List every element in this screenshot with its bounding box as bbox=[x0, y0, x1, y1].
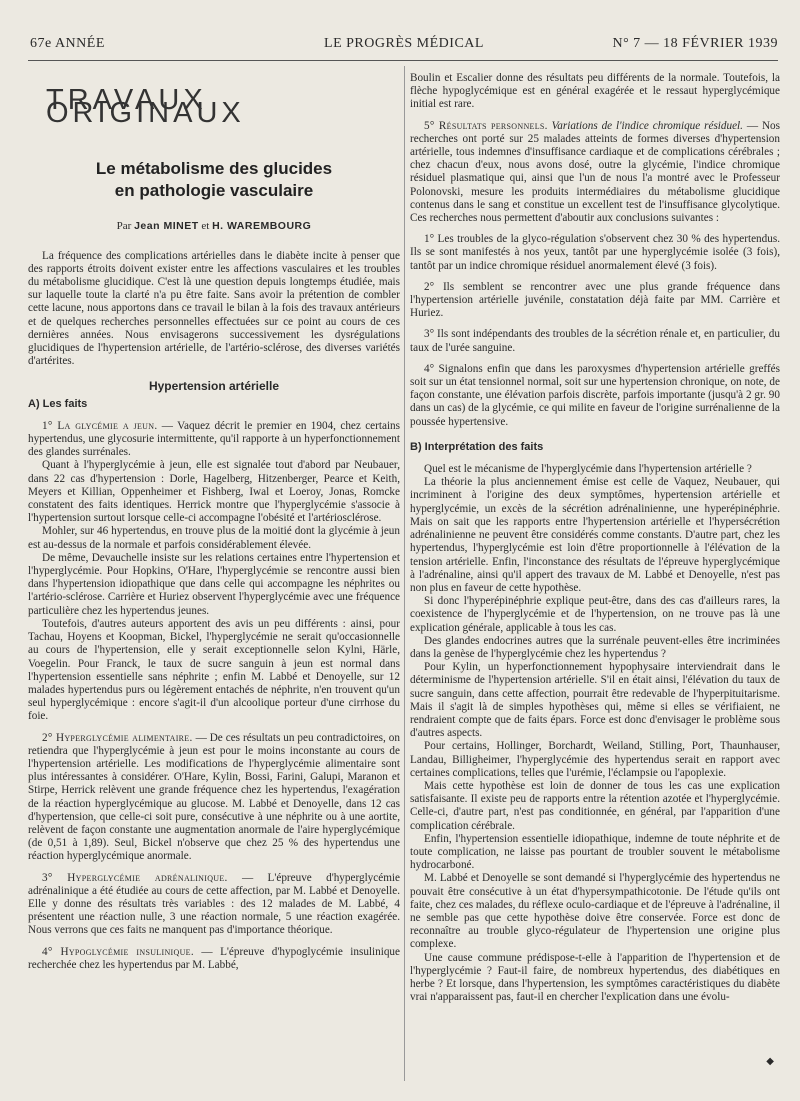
paragraph: Quant à l'hyperglycémie à jeun, elle est signalée tout d'abord par Neubauer, dans 22 cas d'hypertension : Dorle, Hagelberg, Hitzenberger, Pearce et Keith, Meyers et Killian, Oppenheimer et Fishberg, Iwal et Loeroy, Jonas, Romcke constatent des faits identiques. Herrick montre que l'hyperglycémie s'associe à l'hypertension surtout lorsque celle-ci accompagne l'obésité et l'artériosclérose. bbox=[28, 459, 400, 525]
paragraph: Des glandes endocrines autres que la surrénale peuvent-elles être incriminées dans la genèse de l'hyperglycémie chez les hypertendus ? bbox=[410, 634, 780, 660]
column-divider bbox=[404, 66, 405, 1081]
paragraph: Mohler, sur 46 hypertendus, en trouve plus de la moitié dont la glycémie à jeun est au-dessus de la normale et parfois considérablement élevée. bbox=[28, 525, 400, 551]
paragraph: 4° Signalons enfin que dans les paroxysmes d'hypertension artérielle greffés soit sur un état tensionnel normal, soit sur une hypertension chronique, on note, de façon constante, une élévation parfois discrète, parfois importante (jusqu'à 2 gr. 90 dans un cas) de la glycémie, ce qui milite en faveur de l'origine surrénalienne de la poussée hypertensive. bbox=[410, 362, 780, 428]
article-title bbox=[28, 158, 400, 202]
paragraph bbox=[28, 732, 400, 864]
header-journal-title: LE PROGRÈS MÉDICAL bbox=[324, 36, 484, 51]
end-mark-icon: ◆ bbox=[766, 1056, 774, 1067]
byline-prefix: Par bbox=[116, 220, 132, 233]
paragraph-lead: 3° Hyperglycémie adrénalinique. bbox=[42, 871, 228, 884]
paragraph: Si donc l'hyperépinéphrie explique peut-être, dans des cas d'ailleurs rares, la coexistence de l'hyperglycémie et de l'hypertension, on ne trouve pas là une explication générale, applicable à tous les cas. bbox=[410, 595, 780, 634]
paragraph-text: — De ces résultats un peu contradictoires, on retiendra que l'hyperglycémie à jeun est pour le moins inconstante au cours de l'hypertension artérielle. Les modifications de l'hyperglycémie alimentaire sont plus intéressantes à considérer. O'Hare, Kylin, Bossi, Farini, Galupi, Maranon et Stirpe, Herrick relèvent une grande fréquence chez les hypertendus, l'exagération de la réaction hyperglycémique au glucose. M. Labbé et Denoyelle, dans 12 cas d'hypertension, que celle-ci soit pure, consécutive à une néphrite ou à une aortite, relèvent de façon constante une augmentation anormale de l'aire hyperglycémique (de 0,51 à 1,89). Seul, Bickel n'observe que chez 25 % des hypertendus une réaction hyperglycémique anormale. bbox=[28, 731, 400, 863]
intro-paragraph: La fréquence des complications artérielles dans le diabète incite à penser que des rapports étroits doivent exister entre les affections vasculaires et les troubles du métabolisme glucidique. C'est là une question depuis longtemps étudiée, mais sur laquelle toute la clarté n'a pu être faite. Sans avoir la prétention de combler cette lacune, nous apportons dans ce travail le bilan à la fois des travaux antérieurs et de quelques recherches personnelles effectuées sur ce point au cours de ces dernières années. Nous envisagerons successivement les dysrégulations glucidiques de l'hypertension artérielle, de l'artério-sclérose, des diverses variétés d'artérites. bbox=[28, 249, 400, 368]
paragraph-text: — Vaquez décrit le premier en 1904, chez certains hypertendus, une glycosurie intermittente, qu'il rapporte à un hyperfonctionnement des glandes surrénales. bbox=[28, 419, 400, 459]
author-2: H. WAREMBOURG bbox=[212, 220, 312, 233]
paragraph bbox=[28, 872, 400, 938]
paragraph: Enfin, l'hypertension essentielle idiopathique, indemne de toute néphrite et de toute complication, ne laisse pas pourtant de troubler souvent le métabolisme hydrocarboné. bbox=[410, 832, 780, 872]
paragraph-italic: Variations de l'indice chromique résiduel. bbox=[551, 119, 743, 132]
paragraph: Boulin et Escalier donne des résultats peu différents de la normale. Toutefois, la flèche hypoglycémique est en général exagérée et le ressaut hyperglycémique initial est rare. bbox=[410, 72, 780, 111]
header-rule bbox=[28, 60, 778, 61]
header-issue-date: N° 7 — 18 FÉVRIER 1939 bbox=[612, 36, 778, 51]
subheading-interpretation: B) Interprétation des faits bbox=[410, 440, 544, 453]
left-column bbox=[28, 72, 400, 972]
paragraph: M. Labbé et Denoyelle se sont demandé si l'hyperglycémie des hypertendus ne pouvait être consécutive à un état d'hypersympathicotonie. De l'étude qu'ils ont faite, chez ces malades, du réflexe oculo-cardiaque et de l'épreuve à l'adrénaline, il ne semble pas que cette hypothèse doive être conservée. Force est donc de reconnaître au trouble glyco-régulateur de l'hypertension une origine plus complexe. bbox=[410, 872, 780, 951]
header-year: 67e ANNÉE bbox=[30, 36, 105, 51]
paragraph-lead: 5° Résultats personnels. bbox=[424, 119, 548, 132]
paragraph: 3° Ils sont indépendants des troubles de la sécrétion rénale et, en particulier, du taux de l'urée sanguine. bbox=[410, 328, 780, 354]
byline-join: et bbox=[201, 220, 210, 233]
paragraph: La théorie la plus anciennement émise est celle de Vaquez, Neubauer, qui incriminent à l'origine des deux symptômes, hypertension artérielle et hyperglycémie, un excès de la sécrétion adrénalinienne, une hyperépinéphrie. Mais on sait que les rapports entre l'hypertension artérielle et l'hypersécrétion adrénalinienne ne peuvent être considérés comme constants. D'autre part, chez les hypertendus, l'hyperglycémie est loin d'être proportionnelle à l'élévation de la tension artérielle. Enfin, l'inconstance des résultats de l'épreuve hyperglycémique à l'adrénaline, ainsi qu'il appert des travaux de M. Labbé et Denoyelle, n'est pas non plus en faveur de cette hypothèse. bbox=[410, 476, 780, 594]
paragraph: De même, Devauchelle insiste sur les relations certaines entre l'hypertension et l'hyperglycémie. Pour Hopkins, O'Hare, l'hyperglycémie se rencontre aussi bien dans l'hypertension idiopathique que dans celle qui accompagne les néphrites ou l'artério-sclérose. Carrière et Huriez observent l'hyperglycémie avec une fréquence particulière chez les hypertendus jeunes. bbox=[28, 551, 400, 617]
heading-hypertension: Hypertension artérielle bbox=[148, 379, 280, 394]
paragraph-text: — Nos recherches ont porté sur 25 malades atteints de formes diverses d'hypertension artérielle, tous indemnes d'insuffisance cardiaque et de complications cérébrales ; chez chacun d'eux, nous avons dosé, outre la glycémie, l'indice chromique résiduel plasmatique qui, ainsi que l'un de nous l'a montré avec le Professeur Polonovski, mesure les produits intermédiaires du métabolisme glucidique contenus dans le sang et constitue un excellent test de l'insuffisance glycolytique. Ces recherches nous permettent d'aboutir aux conclusions suivantes : bbox=[410, 119, 780, 225]
paragraph bbox=[28, 946, 400, 972]
article-title-line-1: Le métabolisme des glucides bbox=[95, 159, 333, 179]
paragraph: Mais cette hypothèse est loin de donner de tous les cas une explication satisfaisante. Il existe peu de rapports entre la rétention azotée et l'hyperglycémie. Celle-ci, d'autre part, n'est pas conditionnée, en général, par l'apparition d'une complication cérébrale. bbox=[410, 779, 780, 832]
paragraph-text: — L'épreuve d'hypoglycémie insulinique recherchée chez les hypertendus par M. Labbé, bbox=[28, 945, 400, 971]
author-1: Jean MINET bbox=[134, 220, 199, 233]
paragraph-lead: 4° Hypoglycémie insulinique. bbox=[42, 945, 194, 958]
right-column bbox=[410, 72, 780, 1004]
byline bbox=[28, 220, 400, 233]
paragraph bbox=[410, 120, 780, 226]
paragraph-lead: 2° Hyperglycémie alimentaire. bbox=[42, 731, 193, 744]
paragraph-lead: 1° La glycémie a jeun. bbox=[42, 419, 158, 432]
paragraph: 1° Les troubles de la glyco-régulation s'observent chez 30 % des hypertendus. Ils se sont manifestés à nos yeux, tantôt par une hyperglycémie isolée (3 fois), tantôt par un indice chromique résiduel anormalement élevé (3 fois). bbox=[410, 233, 780, 272]
paragraph: Une cause commune prédispose-t-elle à l'apparition de l'hypertension et de l'hyperglycémie ? Faut-il faire, de nombreux hypertendus, des diabétiques en herbe ? Et lorsque, dans l'hypertension, les symptômes caractéristiques du diabète vrai n'apparaissent pas, faut-il en chercher l'explication dans une évolu- bbox=[410, 951, 780, 1004]
paragraph bbox=[28, 420, 400, 460]
paragraph: Pour certains, Hollinger, Borchardt, Weiland, Stilling, Port, Thaunhauser, Landau, Billigheimer, l'hyperglycémie des hypertendus serait en rapport avec certaines complications, telles que l'urémie, l'éclampsie ou l'apoplexie. bbox=[410, 740, 780, 779]
article-title-line-2: en pathologie vasculaire bbox=[114, 181, 314, 201]
paragraph: Toutefois, d'autres auteurs apportent des avis un peu différents : ainsi, pour Tachau, Hoyens et Koopman, Bickel, l'hyperglycémie ne serait qu'occasionnelle au cours de l'hypertension, elle y serait exceptionnelle selon Kylni, Härle, Voegelin. Pour Franck, le taux de sucre sanguin à jeun est normal dans l'hypertension essentielle sans néphrite ; enfin M. Labbé et Denoyelle, sur 12 malades hypertendus purs ou légèrement entachés de néphrite, n'en trouvent qu'un seul hyperglycémique : encore s'agit-il d'un alcoolique porteur d'une cirrhose du foie. bbox=[28, 617, 400, 723]
running-header bbox=[30, 36, 778, 56]
paragraph-text: — L'épreuve d'hyperglycémie adrénalinique a été étudiée au cours de cette affection, par M. Labbé et Denoyelle. Elle y donne des résultats très variables : des 12 malades de M. Labbé, 4 présentent une réaction nulle, 3 une réaction normale, 5 une réaction exagérée. Nous verrons que ces faits ne manquent pas d'importance théorique. bbox=[28, 871, 400, 937]
subheading-faits: A) Les faits bbox=[28, 397, 88, 410]
paragraph: Pour Kylin, un hyperfonctionnement hypophysaire interviendrait dans le déterminisme de l'hypertension artérielle. S'il en était ainsi, l'élévation du taux de sucre sanguin, dans cette affection, pourrait être redevable de l'hyperpituitarisme. Mais il s'agit là de simples hypothèses qui, même si elles se vérifiaient, ne rendraient compte que de faits épars. Force est donc d'envisager le problème sous d'autres aspects. bbox=[410, 661, 780, 740]
section-title: TRAVAUX ORIGINAUX bbox=[46, 84, 245, 130]
paragraph: 2° Ils semblent se rencontrer avec une plus grande fréquence dans l'hypertension artérielle juvénile, constatation déjà faite par MM. Carrière et Huriez. bbox=[410, 280, 780, 320]
paragraph: Quel est le mécanisme de l'hyperglycémie dans l'hypertension artérielle ? bbox=[424, 463, 752, 476]
